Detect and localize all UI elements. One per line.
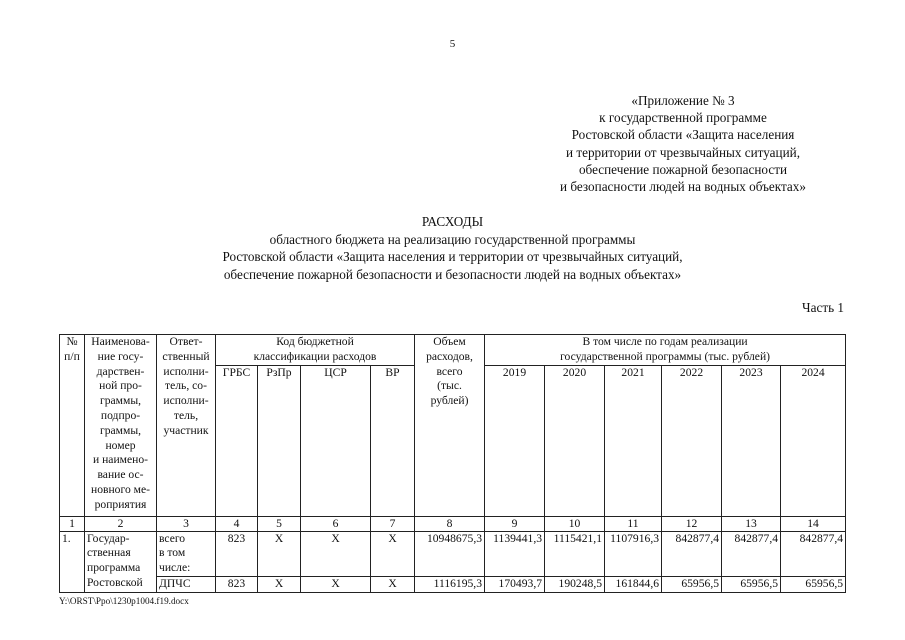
row-csr: Х xyxy=(301,576,371,592)
column-number: 13 xyxy=(722,516,781,531)
header-responsible xyxy=(157,335,216,517)
cell-text: числе: xyxy=(159,561,191,575)
row-year-value: 1115421,1 xyxy=(545,531,605,576)
title-line: РАСХОДЫ xyxy=(421,214,484,229)
header-years-group xyxy=(485,335,846,366)
row-rzpr: Х xyxy=(258,576,301,592)
row-responsible xyxy=(157,531,216,576)
row-responsible xyxy=(157,576,216,592)
header-text: Ответ- xyxy=(169,335,203,348)
header-text: участник xyxy=(163,423,209,437)
file-path-footer: Y:\ORST\Ppo\1230p1004.f19.docx xyxy=(59,596,189,606)
annex-line: Ростовской области «Защита населения xyxy=(571,127,795,143)
column-number: 7 xyxy=(371,516,415,531)
header-text: Наименова- xyxy=(91,335,150,348)
cell-text: всего xyxy=(159,531,186,545)
header-text: № xyxy=(66,335,78,348)
header-num xyxy=(60,335,85,517)
row-year-value: 190248,5 xyxy=(545,576,605,592)
row-total: 1116195,3 xyxy=(415,576,485,592)
column-number: 5 xyxy=(258,516,301,531)
title-line: Ростовской области «Защита населения и территории от чрезвычайных ситуаций, xyxy=(222,249,683,265)
header-year: 2020 xyxy=(545,365,605,516)
header-year: 2024 xyxy=(781,365,846,516)
row-csr: Х xyxy=(301,531,371,576)
annex-line: к государственной программе xyxy=(599,110,767,126)
part-label: Часть 1 xyxy=(802,300,844,315)
header-text: вание ос- xyxy=(97,468,144,482)
row-grbs: 823 xyxy=(216,531,258,576)
title-line: областного бюджета на реализацию государственной программы xyxy=(269,231,636,247)
column-number: 3 xyxy=(157,516,216,531)
column-number: 4 xyxy=(216,516,258,531)
header-text: В том числе по годам реализации xyxy=(582,335,748,348)
cell-text: ДПЧС xyxy=(159,576,191,590)
header-text: ной про- xyxy=(99,379,142,393)
row-name xyxy=(85,576,157,592)
column-number: 11 xyxy=(605,516,662,531)
header-text: тель, xyxy=(173,408,199,422)
row-name xyxy=(85,531,157,576)
header-name xyxy=(85,335,157,517)
row-number: 1. xyxy=(60,531,85,576)
header-text: подпро- xyxy=(100,408,141,422)
header-year: 2019 xyxy=(485,365,545,516)
header-text: рублей) xyxy=(430,394,469,408)
row-rzpr: Х xyxy=(258,531,301,576)
row-year-value: 161844,6 xyxy=(605,576,662,592)
header-text: п/п xyxy=(64,349,80,363)
row-year-value: 1107916,3 xyxy=(605,531,662,576)
row-grbs: 823 xyxy=(216,576,258,592)
annex-line: обеспечение пожарной безопасности xyxy=(578,161,788,177)
page-number: 5 xyxy=(449,38,456,50)
cell-text: программа xyxy=(87,561,141,575)
header-grbs: ГРБС xyxy=(216,365,258,516)
header-text: тель, со- xyxy=(165,379,207,393)
row-year-value: 170493,7 xyxy=(485,576,545,592)
header-text: граммы, xyxy=(99,423,142,437)
header-text: расходов, xyxy=(426,349,473,363)
annex-line: «Приложение № 3 xyxy=(631,93,735,108)
header-csr: ЦСР xyxy=(301,365,371,516)
row-vr: Х xyxy=(371,576,415,592)
header-text: роприятия xyxy=(94,497,147,511)
header-text: ственный xyxy=(162,349,210,363)
column-number: 12 xyxy=(662,516,722,531)
row-year-value: 65956,5 xyxy=(781,576,846,592)
document-title xyxy=(0,213,905,283)
row-year-value: 1139441,3 xyxy=(485,531,545,576)
cell-text: Ростовской xyxy=(87,576,143,590)
row-total: 10948675,3 xyxy=(415,531,485,576)
title-line: обеспечение пожарной безопасности и безопасности людей на водных объектах» xyxy=(223,266,682,282)
table-row xyxy=(60,531,846,576)
header-text: Объем xyxy=(433,335,466,348)
column-number-row xyxy=(60,516,846,531)
header-row xyxy=(60,335,846,366)
header-text: Код бюджетной xyxy=(276,335,354,348)
header-text: государственной программы (тыс. рублей) xyxy=(560,349,771,363)
header-text: граммы, xyxy=(99,394,142,408)
annex-line: и территории от чрезвычайных ситуаций, xyxy=(565,144,800,160)
header-text: всего xyxy=(436,364,463,378)
row-year-value: 65956,5 xyxy=(662,576,722,592)
column-number: 2 xyxy=(85,516,157,531)
row-number xyxy=(60,576,85,592)
row-vr: Х xyxy=(371,531,415,576)
header-text: (тыс. xyxy=(437,379,462,393)
column-number: 8 xyxy=(415,516,485,531)
header-text: и наимено- xyxy=(92,453,148,467)
cell-text: ственная xyxy=(87,546,131,560)
row-year-value: 842877,4 xyxy=(662,531,722,576)
column-number: 6 xyxy=(301,516,371,531)
header-text: номер xyxy=(105,438,136,452)
column-number: 14 xyxy=(781,516,846,531)
header-year: 2021 xyxy=(605,365,662,516)
row-year-value: 65956,5 xyxy=(722,576,781,592)
cell-text: в том xyxy=(159,546,186,560)
header-volume xyxy=(415,335,485,517)
header-year: 2023 xyxy=(722,365,781,516)
header-text: классификации расходов xyxy=(253,349,377,363)
header-text: дарствен- xyxy=(96,364,145,378)
header-rzpr: РзПр xyxy=(258,365,301,516)
cell-text: Государ- xyxy=(87,531,130,545)
column-number: 1 xyxy=(60,516,85,531)
header-text: исполни- xyxy=(163,364,209,378)
header-budget-code xyxy=(216,335,415,366)
header-text: новного ме- xyxy=(91,482,150,496)
header-text: исполни- xyxy=(163,394,209,408)
expenditure-table xyxy=(59,334,846,593)
header-vr: ВР xyxy=(371,365,415,516)
column-number: 10 xyxy=(545,516,605,531)
header-text: ние госу- xyxy=(97,349,144,363)
annex-header xyxy=(523,92,843,195)
annex-line: и безопасности людей на водных объектах» xyxy=(560,179,806,195)
row-year-value: 842877,4 xyxy=(722,531,781,576)
header-year: 2022 xyxy=(662,365,722,516)
row-year-value: 842877,4 xyxy=(781,531,846,576)
column-number: 9 xyxy=(485,516,545,531)
table-row xyxy=(60,576,846,592)
